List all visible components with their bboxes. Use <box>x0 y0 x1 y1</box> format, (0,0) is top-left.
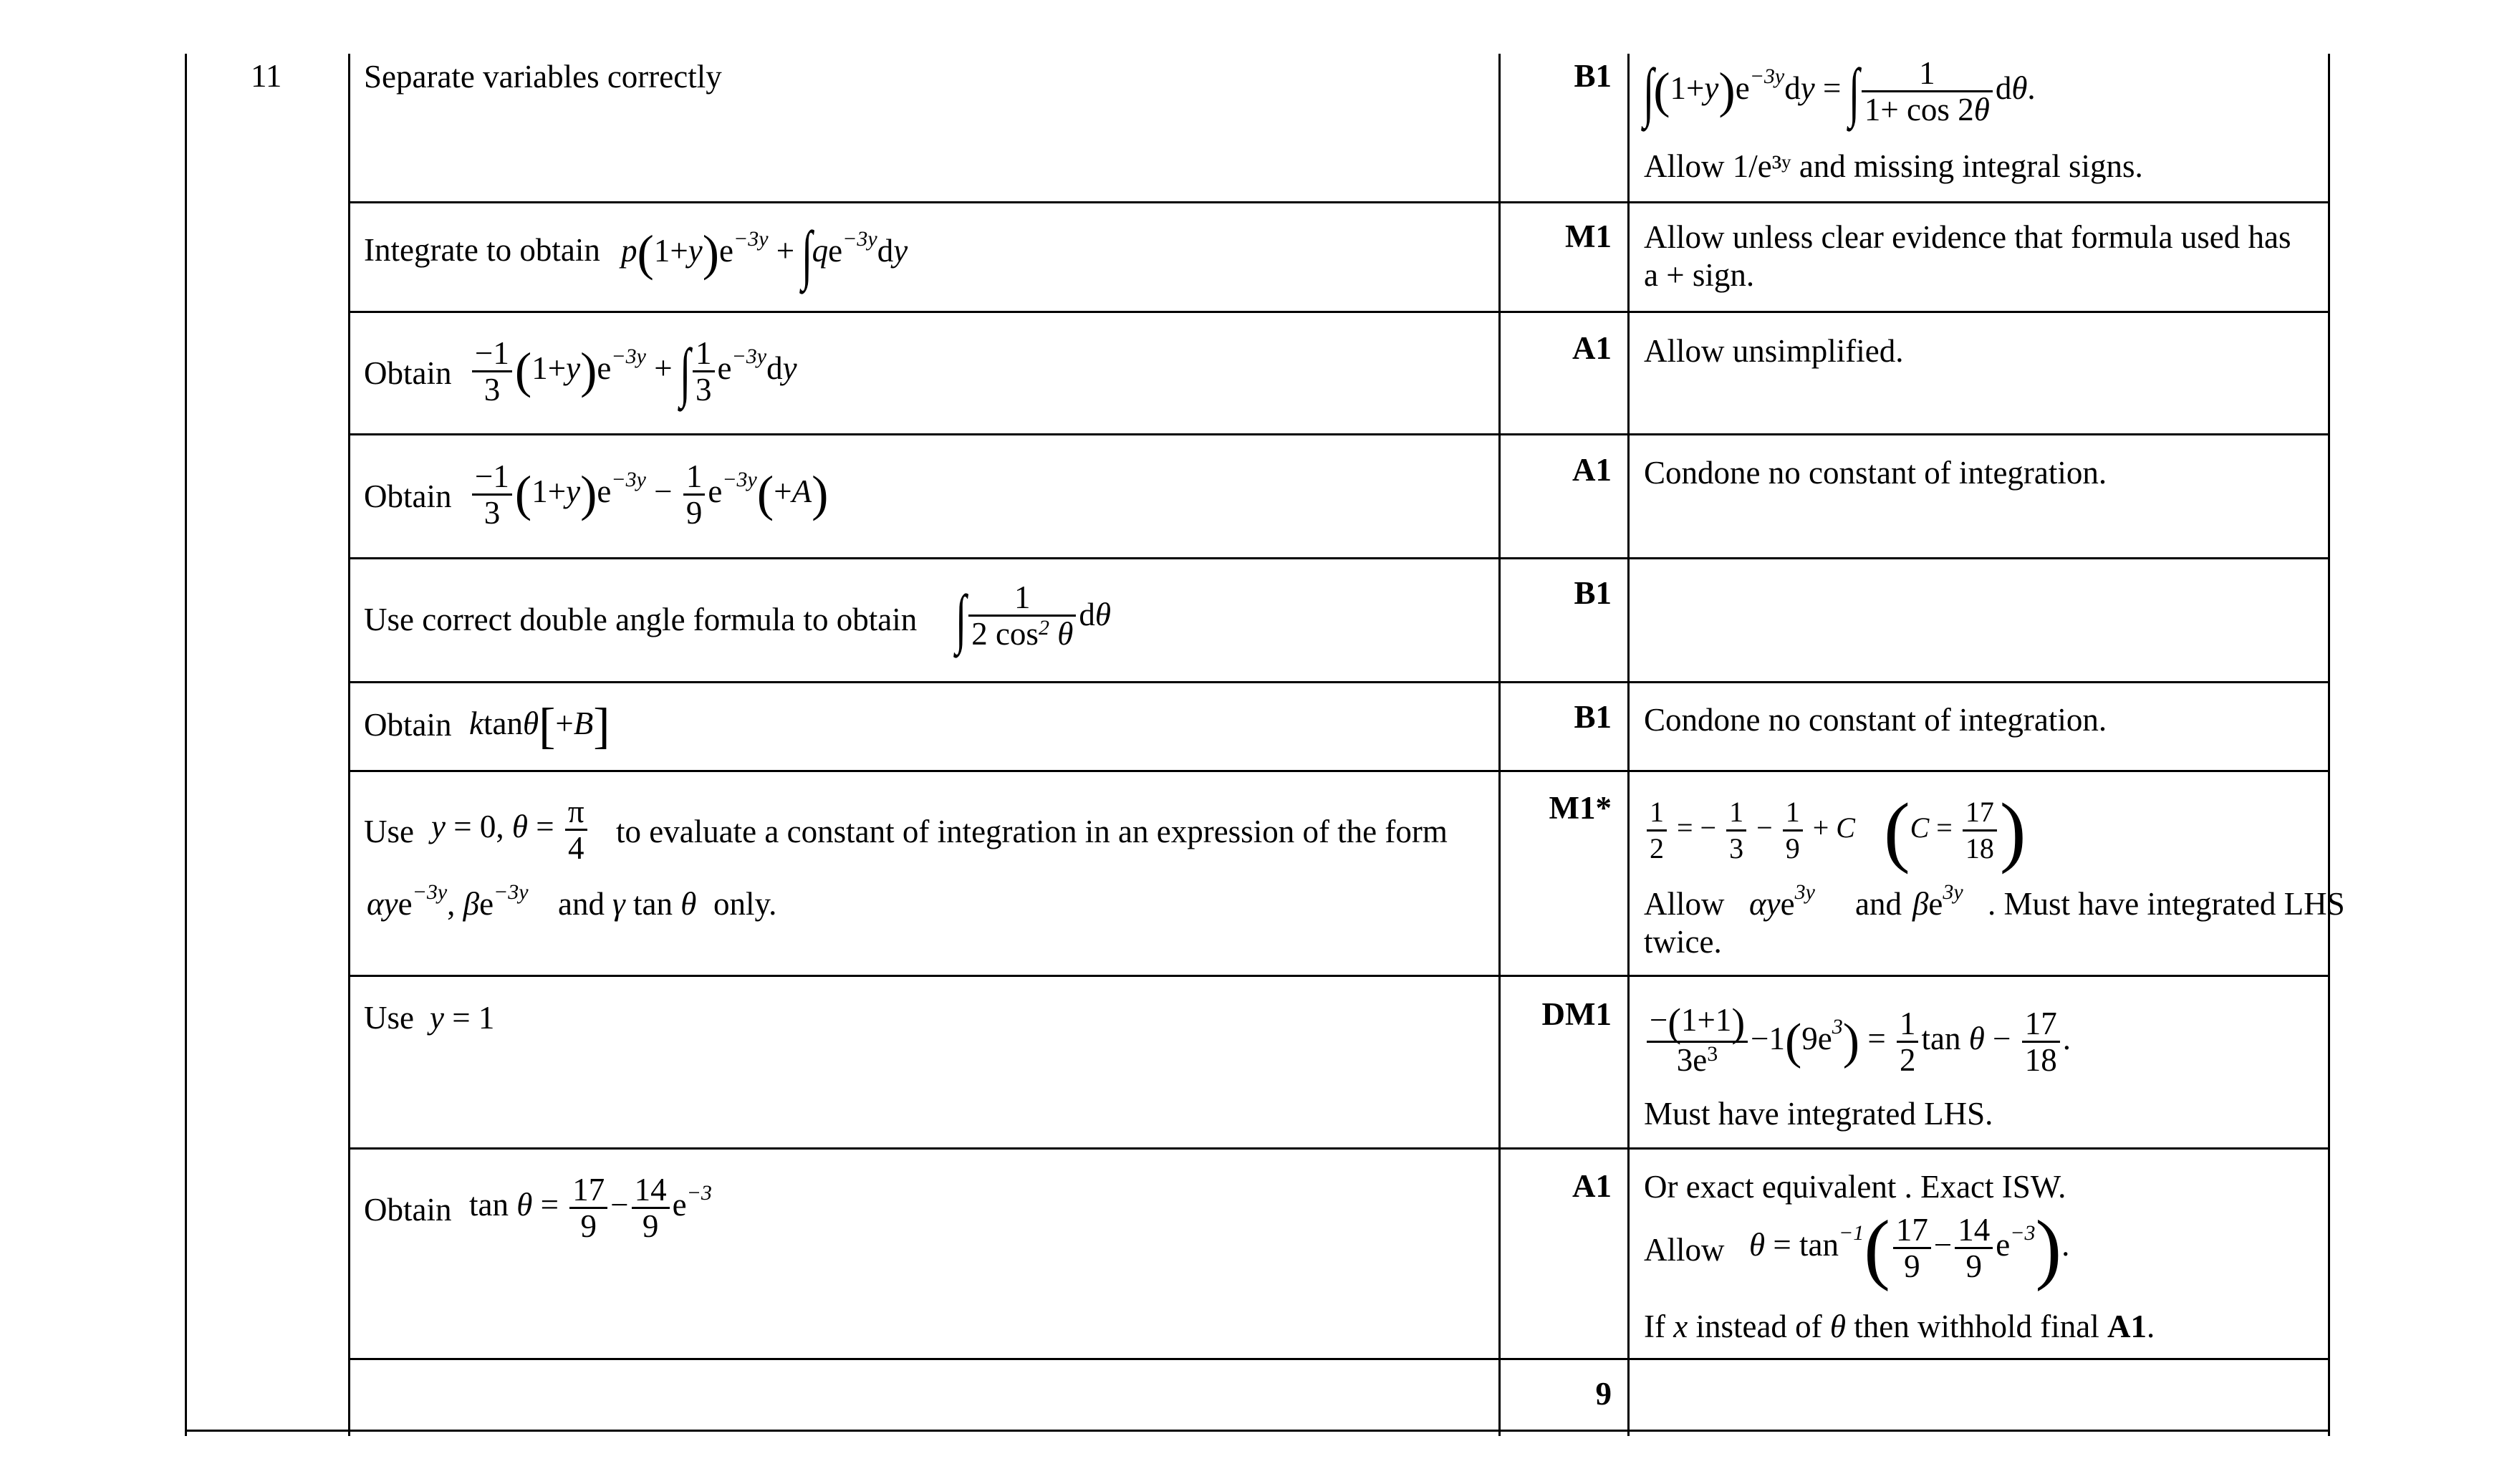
row-divider <box>348 681 2330 683</box>
mark-row-9: A1 <box>1572 1168 1612 1204</box>
row-divider <box>348 311 2330 313</box>
guidance-row-2-line1: Allow unless clear evidence that formula used has <box>1644 219 2291 255</box>
guidance-row-9-withhold: then withhold final <box>1854 1309 2099 1344</box>
table-border-right <box>2328 54 2330 1436</box>
answer-row-7-use: Use <box>364 814 414 849</box>
column-divider-marks <box>1627 54 1630 1436</box>
answer-row-4-formula: $\frac{-1}{3}$ $(1+y)e^{-3y}$ − $\frac{1}{9}$ $e^{-3y}(+A)$ <box>469 457 828 530</box>
column-divider-question <box>348 54 350 1436</box>
guidance-row-9-if-line <box>1644 1307 2155 1346</box>
mark-row-6: B1 <box>1574 699 1612 735</box>
guidance-row-1: Allow 1/e³ʸ and missing integral signs. <box>1644 148 2143 184</box>
guidance-row-3: Allow unsimplified. <box>1644 333 1904 369</box>
mark-row-7: M1* <box>1549 790 1612 826</box>
mark-row-4: A1 <box>1572 452 1612 488</box>
guidance-row-9-allow: Allow <box>1644 1232 1725 1268</box>
guidance-row-7-tail: . Must have integrated LHS <box>1988 886 2345 922</box>
guidance-row-9-formula: $\theta = \tan^{-1}$( $\frac{17}{9}$ − $\frac{14}{9}$ $e^{-3}$). <box>1749 1204 2070 1292</box>
answer-row-2-formula: $p(1+y)e^{-3y} + \int qe^{-3y}dy$ <box>621 217 908 291</box>
answer-row-9-label: Obtain <box>364 1192 452 1228</box>
table-border-left <box>185 54 187 1436</box>
answer-row-3-formula: $\frac{-1}{3}$ $(1+y)e^{-3y}$ + ∫ $\frac{1}{3}$ $e^{-3y}dy$ <box>469 334 797 407</box>
guidance-row-2-line2: a + sign. <box>1644 257 1755 293</box>
guidance-row-7-term1: αye$^{3y}$ <box>1749 880 1815 922</box>
answer-row-7-form2: γ tan θ <box>612 886 697 922</box>
guidance-row-9-dot: . <box>2146 1309 2155 1344</box>
row-divider <box>348 770 2330 772</box>
mark-row-2: M1 <box>1565 218 1612 254</box>
answer-row-3-label: Obtain <box>364 355 452 391</box>
answer-row-7-form1: αye$^{-3y}$, $\beta e^{-3y}$ <box>367 880 529 922</box>
answer-row-8-formula: y = 1 <box>430 1000 495 1036</box>
guidance-row-9-instead: instead of <box>1695 1309 1822 1344</box>
row-divider <box>348 1147 2330 1150</box>
row-divider <box>348 201 2330 203</box>
guidance-row-7-term2: $\beta e^{3y}$ <box>1912 880 1963 922</box>
guidance-row-7-allow: Allow <box>1644 886 1725 922</box>
answer-row-7-and: and <box>558 886 605 922</box>
guidance-row-9-line1: Or exact equivalent . Exact ISW. <box>1644 1169 2066 1205</box>
guidance-row-1-formula: $\int(1+y)e^{-3y}dy$ = ∫ $\frac{1}{1+ \cos 2\theta}$ dθ. <box>1643 54 2036 128</box>
answer-row-9-formula: tan θ = $\frac{17}{9}$ − $\frac{14}{9}$ $e^{-3}$ <box>469 1172 712 1245</box>
total-mark: 9 <box>1595 1376 1612 1412</box>
guidance-row-7-twice: twice. <box>1644 924 1722 960</box>
row-divider <box>348 975 2330 977</box>
mark-row-3: A1 <box>1572 330 1612 366</box>
row-divider <box>348 557 2330 559</box>
answer-row-5-formula: ∫ $\frac{1}{2 \cos^2 \theta}$ dθ <box>956 579 1111 655</box>
guidance-row-8-formula: $\frac{-(1+1)}{3e^3}$ $-1(9e^3)$ = $\frac{1}{2}$ tan θ − $\frac{17}{18}$ . <box>1644 1003 2071 1081</box>
mark-row-1: B1 <box>1574 58 1612 94</box>
answer-row-4-label: Obtain <box>364 478 452 514</box>
answer-row-2-label: Integrate to obtain <box>364 232 600 268</box>
answer-row-5-label: Use correct double angle formula to obtain <box>364 602 918 637</box>
guidance-row-8-text: Must have integrated LHS. <box>1644 1096 1993 1132</box>
answer-row-7-only: only. <box>713 886 777 922</box>
column-divider-answer <box>1498 54 1501 1436</box>
guidance-row-7-and: and <box>1855 886 1902 922</box>
answer-row-6-formula: ktanθ[+B] <box>469 698 610 754</box>
answer-row-7-condition: y = 0, θ = $\frac{\pi}{4}$ <box>431 792 590 865</box>
guidance-row-9-bold-mark: A1 <box>2107 1309 2147 1344</box>
question-number: 11 <box>251 58 282 94</box>
answer-row-7-text: to evaluate a constant of integration in an expression of the form <box>616 814 1448 849</box>
answer-row-8-label: Use <box>364 1000 414 1036</box>
table-border-bottom <box>185 1430 2330 1432</box>
mark-row-8: DM1 <box>1541 996 1612 1032</box>
guidance-row-4: Condone no constant of integration. <box>1644 455 2107 491</box>
mark-row-5: B1 <box>1574 575 1612 611</box>
row-divider <box>348 433 2330 435</box>
guidance-row-7-formula: $\frac{1}{2}$ = − $\frac{1}{3}$ − $\frac{1}{9}$ + C (C = $\frac{17}{18}$ ) <box>1644 794 2026 866</box>
answer-row-1: Separate variables correctly <box>364 59 722 95</box>
row-divider <box>348 1358 2330 1360</box>
guidance-row-9-if: If <box>1644 1309 1665 1344</box>
guidance-row-9-theta: θ <box>1829 1309 1847 1344</box>
guidance-row-9-x: x <box>1673 1309 1688 1344</box>
guidance-row-6: Condone no constant of integration. <box>1644 702 2107 738</box>
answer-row-6-label: Obtain <box>364 707 452 743</box>
